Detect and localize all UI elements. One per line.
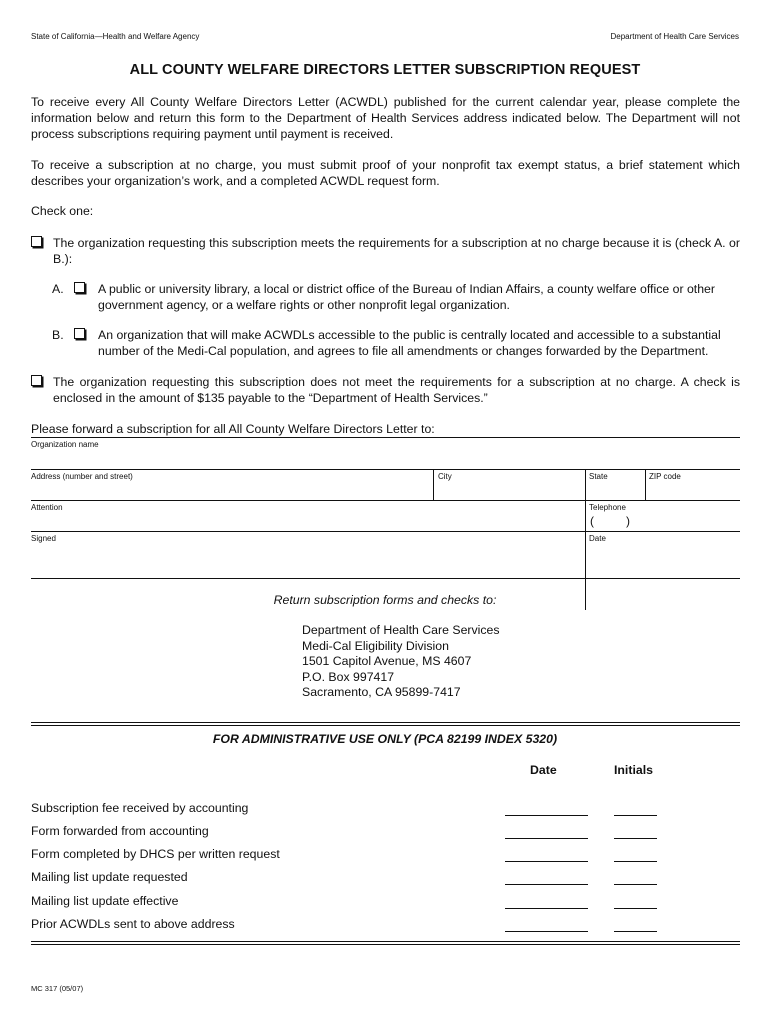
city-label: City [438,472,452,481]
admin-date-blank[interactable] [505,861,588,862]
telephone-label: Telephone [589,503,626,512]
option-a-text: A public or university library, a local or district office of the Bureau of Indian Affairs, a county welfare office or other government agency, or a welfare rights or other nonprofit legal organization. [98,282,715,312]
zip-label: ZIP code [649,472,681,481]
page-title: ALL COUNTY WELFARE DIRECTORS LETTER SUBSCRIPTION REQUEST [129,62,641,78]
admin-initials-blank[interactable] [614,861,657,862]
option-b-checkbox[interactable] [74,328,85,339]
admin-date-blank[interactable] [505,931,588,932]
city-field[interactable] [434,480,584,500]
form-number: MC 317 (05/07) [31,984,84,993]
signature-field[interactable] [31,542,584,578]
org-name-field[interactable] [31,448,740,469]
paid-checkbox[interactable] [31,375,42,386]
admin-date-blank[interactable] [505,884,588,885]
agency-header: State of California—Health and Welfare Agency [31,32,200,41]
admin-initials-header: Initials [614,763,653,777]
telephone-field[interactable] [634,511,740,531]
admin-bottom-rule-2 [31,944,740,945]
check-one-label: Check one: [31,204,94,218]
no-charge-checkbox[interactable] [31,236,42,247]
phone-close-paren: ) [626,514,630,528]
address-label: Address (number and street) [31,472,133,481]
admin-row-label: Mailing list update requested [31,870,188,884]
admin-top-rule-1 [31,722,740,723]
state-label: State [589,472,608,481]
option-a-checkbox[interactable] [74,282,85,293]
org-name-label: Organization name [31,440,99,449]
admin-title: FOR ADMINISTRATIVE USE ONLY (PCA 82199 INDEX 5320) [212,732,558,746]
department-header: Department of Health Care Services [610,32,739,41]
address-line: 1501 Capitol Avenue, MS 4607 [302,654,472,668]
form-bottom-rule [31,578,740,579]
phone-open-paren: ( [590,514,594,528]
form-row-rule-2 [31,500,740,501]
intro-paragraph-2: To receive a subscription at no charge, you must submit proof of your nonprofit tax exempt status, a brief statement which describes your organization’s work, and a completed ACWDL request form. [31,158,740,188]
address-line: Sacramento, CA 95899-7417 [302,685,461,699]
address-line: Department of Health Care Services [302,623,500,637]
zip-field[interactable] [646,480,740,500]
forward-label: Please forward a subscription for all All County Welfare Directors Letter to: [31,422,435,436]
form-top-rule [31,437,740,438]
admin-top-rule-2 [31,725,740,726]
admin-initials-blank[interactable] [614,838,657,839]
attention-label: Attention [31,503,63,512]
attention-field[interactable] [31,511,584,531]
admin-date-blank[interactable] [505,908,588,909]
date-label: Date [589,534,606,543]
admin-initials-blank[interactable] [614,931,657,932]
paid-text: The organization requesting this subscription does not meet the requirements for a subscription at no charge. A check is enclosed in the amount of $135 payable to the “Department of Health Services.” [53,375,740,405]
admin-initials-blank[interactable] [614,815,657,816]
address-field[interactable] [31,480,433,500]
admin-date-blank[interactable] [505,815,588,816]
option-a-letter: A. [52,282,64,296]
signed-label: Signed [31,534,56,543]
return-label: Return subscription forms and checks to: [273,593,497,607]
intro-paragraph-1: To receive every All County Welfare Directors Letter (ACWDL) published for the current calendar year, please complete the information below and return this form to the Department of Health Services address indicated below. The Department will not process subscriptions requiring payment until payment is received. [31,95,740,141]
no-charge-text: The organization requesting this subscription meets the requirements for a subscription at no charge because it is (check A. or B.): [53,236,740,266]
state-field[interactable] [586,480,644,500]
admin-row-label: Prior ACWDLs sent to above address [31,917,235,931]
address-line: Medi-Cal Eligibility Division [302,638,449,653]
admin-initials-blank[interactable] [614,908,657,909]
form-row-rule-1 [31,469,740,470]
admin-row-label: Form completed by DHCS per written request [31,847,280,861]
admin-bottom-rule-1 [31,941,740,942]
admin-row-label: Form forwarded from accounting [31,824,209,838]
admin-date-header: Date [530,763,557,777]
option-b-letter: B. [52,328,64,342]
form-row-rule-3 [31,531,740,532]
area-code-field[interactable] [596,511,624,531]
admin-row-label: Subscription fee received by accounting [31,801,249,815]
option-b-text: An organization that will make ACWDLs accessible to the public is centrally located and accessible to a substantial number of the Medi-Cal population, and agrees to file all amendments or changes forwarded by the Department. [98,328,721,358]
address-line: P.O. Box 997417 [302,669,395,684]
return-address [302,623,500,701]
date-field[interactable] [586,542,740,578]
admin-date-blank[interactable] [505,838,588,839]
admin-initials-blank[interactable] [614,884,657,885]
admin-row-label: Mailing list update effective [31,894,179,908]
